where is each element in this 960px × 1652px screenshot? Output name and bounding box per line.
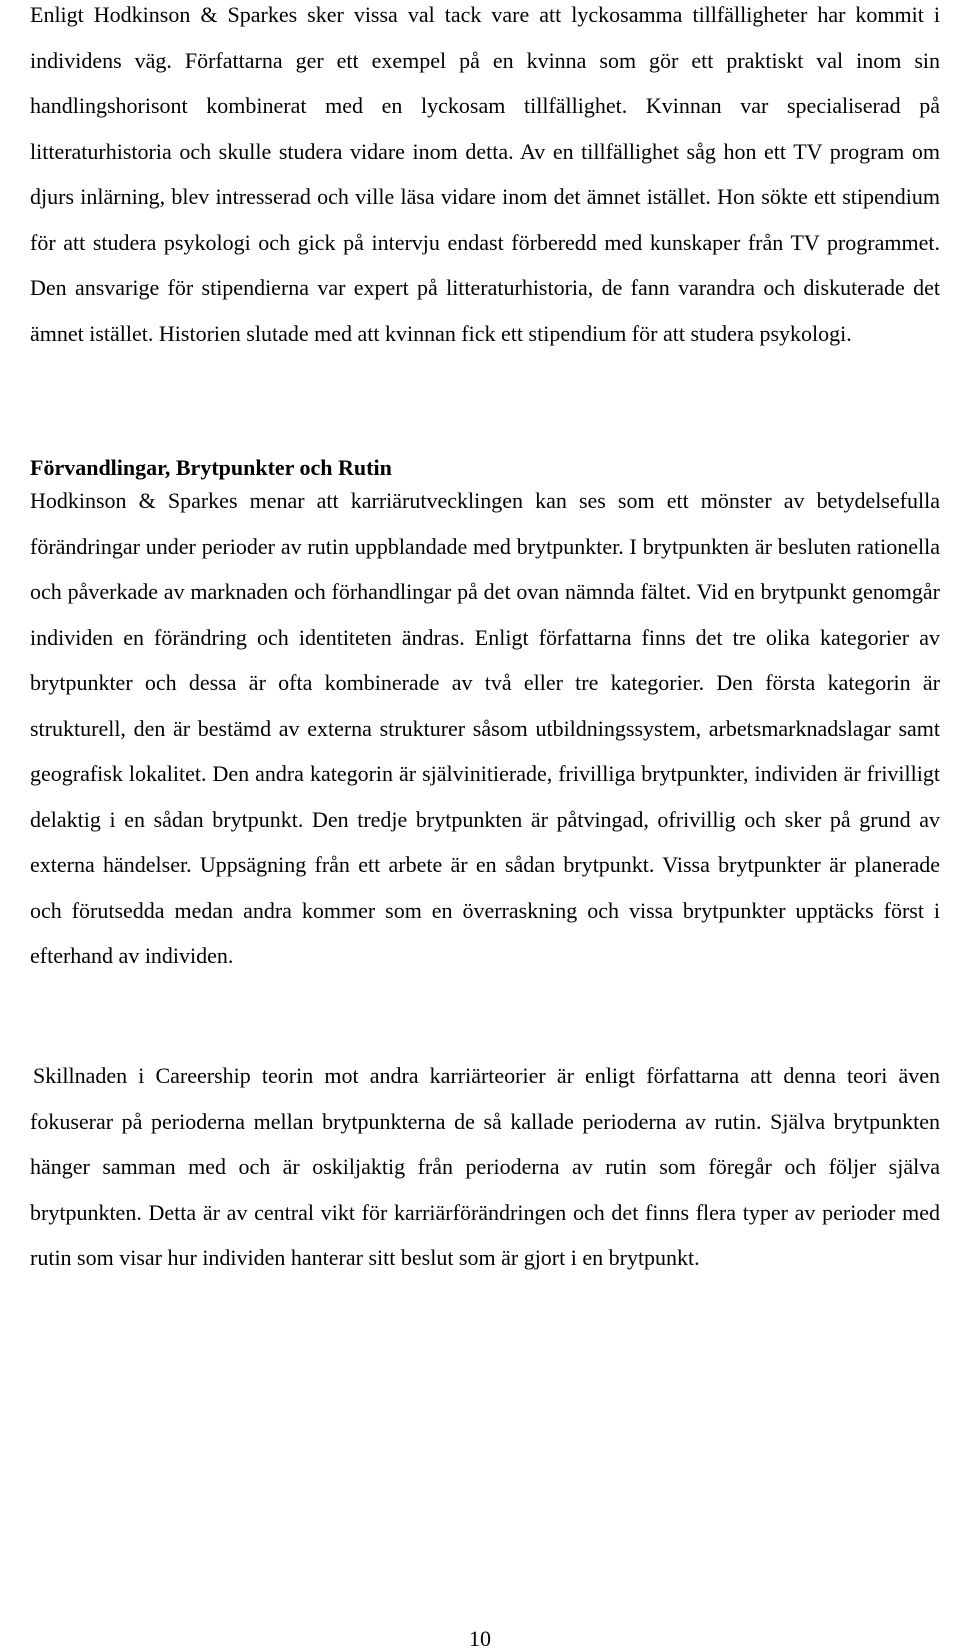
section-heading: Förvandlingar, Brytpunkter och Rutin — [30, 455, 392, 480]
body-paragraph: Enligt Hodkinson & Sparkes sker vissa val tack vare att lyckosamma tillfälligheter har kommit i individens väg. Författarna ger ett exempel på en kvinna som gör ett praktiskt val inom sin handlingshorisont kombinerat med en lyckosam tillfällighet. Kvinnan var specialiserad på litteraturhistoria och skulle studera vidare inom detta. Av en tillfällighet såg hon ett TV program om djurs inlärning, blev intresserad och ville läsa vidare inom det ämnet istället. Hon sökte ett stipendium för att studera psykologi och gick på intervju endast förberedd med kunskaper från TV programmet. Den ansvarige för stipendierna var expert på litteraturhistoria, de fann varandra och diskuterade det ämnet istället. Historien slutade med att kvinnan fick ett stipendium för att studera psykologi. — [30, 2, 940, 346]
page-number: 10 — [469, 1626, 491, 1651]
body-paragraph: Hodkinson & Sparkes menar att karriärutvecklingen kan ses som ett mönster av betydelsefulla förändringar under perioder av rutin uppblandade med brytpunkter. I brytpunkten är besluten rationella och påverkade av marknaden och förhandlingar på det ovan nämnda fältet. Vid en brytpunkt genomgår individen en förändring och identiteten ändras. Enligt författarna finns det tre olika kategorier av brytpunkter och dessa är ofta kombinerade av två eller tre kategorier. Den första kategorin är strukturell, den är bestämd av externa strukturer såsom utbildningssystem, arbetsmarknadslagar samt geografisk lokalitet. Den andra kategorin är självinitierade, frivilliga brytpunkter, individen är frivilligt delaktig i en sådan brytpunkt. Den tredje brytpunkten är påtvingad, ofrivillig och sker på grund av externa händelser. Uppsägning från ett arbete är en sådan brytpunkt. Vissa brytpunkter är planerade och förutsedda medan andra kommer som en överraskning och vissa brytpunkter upptäcks först i efterhand av individen. — [30, 488, 940, 968]
body-paragraph: Skillnaden i Careership teorin mot andra karriärteorier är enligt författarna att denna teori även fokuserar på perioderna mellan brytpunkterna de så kallade perioderna av rutin. Själva brytpunkten hänger samman med och är oskiljaktig från perioderna av rutin som föregår och följer själva brytpunkten. Detta är av central vikt för karriärförändringen och det finns flera typer av perioder med rutin som visar hur individen hanterar sitt beslut som är gjort i en brytpunkt. — [30, 1063, 940, 1270]
